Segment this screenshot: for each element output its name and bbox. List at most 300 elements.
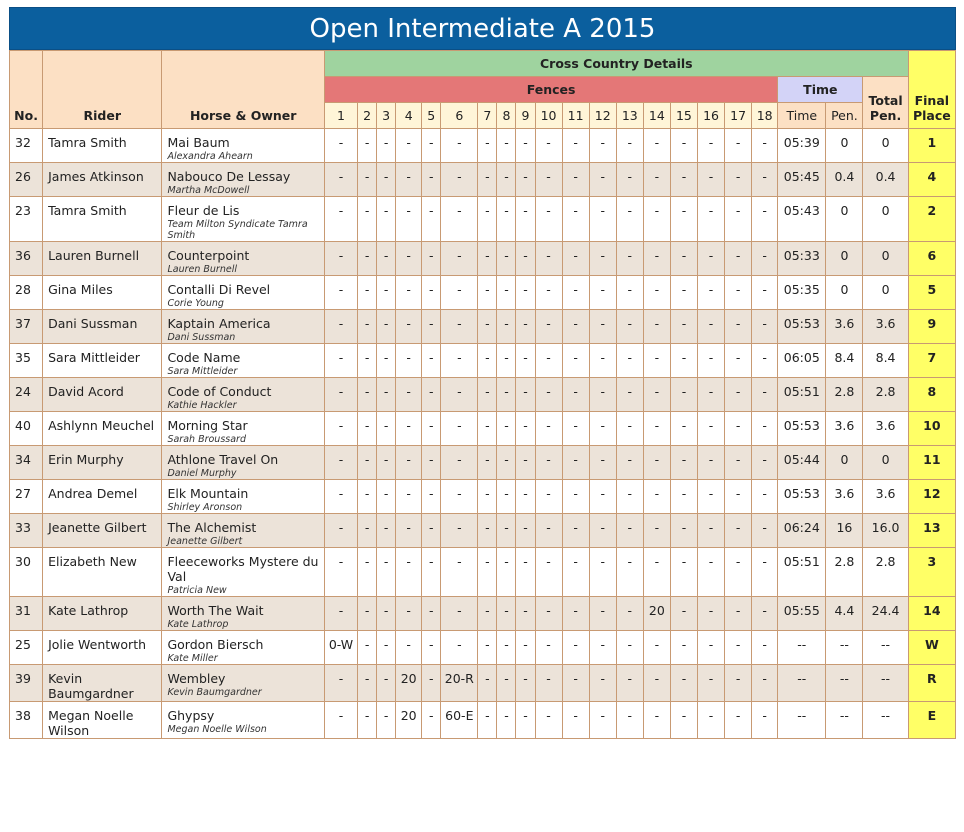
- cell-fence-16: -: [697, 344, 724, 378]
- cell-fence-2: -: [358, 514, 377, 548]
- cell-fence-15: -: [670, 129, 697, 163]
- cell-fence-13: -: [616, 480, 643, 514]
- cell-fence-8: -: [497, 446, 516, 480]
- cell-fence-7: -: [478, 310, 497, 344]
- cell-fence-2: -: [358, 163, 377, 197]
- cell-fence-8: -: [497, 702, 516, 739]
- cell-fence-12: -: [589, 344, 616, 378]
- cell-fence-5: -: [422, 665, 441, 702]
- cell-fence-12: -: [589, 446, 616, 480]
- col-header-final-place: Final Place: [908, 51, 955, 129]
- owner-name: Sara Mittleider: [167, 366, 238, 377]
- cell-fence-8: -: [497, 514, 516, 548]
- cell-fence-3: -: [377, 129, 396, 163]
- cell-fence-12: -: [589, 197, 616, 242]
- cell-fence-11: -: [562, 597, 589, 631]
- cell-time: --: [778, 702, 826, 739]
- cell-pen: 0: [826, 242, 863, 276]
- cell-fence-10: -: [535, 548, 562, 597]
- cell-fence-17: -: [725, 310, 752, 344]
- results-table: [9, 50, 956, 739]
- cell-rider: Elizabeth New: [43, 548, 162, 597]
- cell-fence-12: -: [589, 631, 616, 665]
- cell-no: 37: [10, 310, 43, 344]
- cell-fence-4: -: [396, 242, 422, 276]
- cell-fence-14: -: [643, 412, 670, 446]
- cell-fence-18: -: [752, 446, 778, 480]
- cell-fence-3: -: [377, 631, 396, 665]
- owner-name: Daniel Murphy: [167, 468, 237, 479]
- cell-fence-5: -: [422, 276, 441, 310]
- cell-horse-owner: [162, 197, 325, 242]
- cell-rider: Dani Sussman: [43, 310, 162, 344]
- cell-rider: Jeanette Gilbert: [43, 514, 162, 548]
- cell-final-place: 14: [908, 597, 955, 631]
- cell-fence-1: -: [324, 446, 357, 480]
- cell-fence-3: -: [377, 702, 396, 739]
- owner-name: Shirley Aronson: [167, 502, 243, 513]
- cell-no: 31: [10, 597, 43, 631]
- cell-fence-18: -: [752, 631, 778, 665]
- cell-horse-owner: [162, 276, 325, 310]
- cell-fence-16: -: [697, 514, 724, 548]
- cell-final-place: 13: [908, 514, 955, 548]
- owner-name: Team Milton Syndicate Tamra Smith: [167, 219, 308, 241]
- cell-total-pen: 0: [863, 197, 908, 242]
- cell-fence-2: -: [358, 480, 377, 514]
- cell-fence-12: -: [589, 665, 616, 702]
- horse-name: Nabouco De Lessay: [167, 169, 291, 184]
- owner-name: Kate Lathrop: [167, 619, 229, 630]
- cell-total-pen: 8.4: [863, 344, 908, 378]
- cell-fence-9: -: [516, 412, 535, 446]
- cell-fence-3: -: [377, 344, 396, 378]
- cell-fence-2: -: [358, 631, 377, 665]
- cell-fence-18: -: [752, 702, 778, 739]
- cell-fence-5: -: [422, 129, 441, 163]
- cell-fence-16: -: [697, 129, 724, 163]
- cell-fence-15: -: [670, 702, 697, 739]
- cell-fence-6: -: [441, 446, 478, 480]
- cell-final-place: 10: [908, 412, 955, 446]
- cell-fence-7: -: [478, 276, 497, 310]
- cell-fence-5: -: [422, 310, 441, 344]
- cell-fence-17: -: [725, 514, 752, 548]
- cell-fence-1: -: [324, 310, 357, 344]
- cell-fence-9: -: [516, 665, 535, 702]
- cell-fence-6: -: [441, 514, 478, 548]
- cell-fence-12: -: [589, 480, 616, 514]
- cell-pen: 8.4: [826, 344, 863, 378]
- cell-pen: 0: [826, 446, 863, 480]
- cell-fence-5: -: [422, 163, 441, 197]
- cell-fence-8: -: [497, 163, 516, 197]
- cell-horse-owner: [162, 514, 325, 548]
- table-row: [10, 310, 956, 344]
- cell-horse-owner: [162, 310, 325, 344]
- cell-horse-owner: [162, 344, 325, 378]
- cell-fence-3: -: [377, 378, 396, 412]
- cell-fence-7: -: [478, 597, 497, 631]
- cell-fence-5: -: [422, 446, 441, 480]
- cell-rider: Ashlynn Meuchel: [43, 412, 162, 446]
- cell-fence-3: -: [377, 310, 396, 344]
- cell-fence-6: -: [441, 378, 478, 412]
- horse-name: Code of Conduct: [167, 384, 272, 399]
- cell-final-place: 12: [908, 480, 955, 514]
- col-header-fence-14: 14: [643, 103, 670, 129]
- cell-fence-3: -: [377, 514, 396, 548]
- cell-fence-16: -: [697, 310, 724, 344]
- cell-fence-2: -: [358, 548, 377, 597]
- cell-no: 34: [10, 446, 43, 480]
- cell-fence-1: -: [324, 665, 357, 702]
- horse-name: Counterpoint: [167, 248, 250, 263]
- cell-fence-11: -: [562, 197, 589, 242]
- cell-fence-13: -: [616, 310, 643, 344]
- col-header-fence-7: 7: [478, 103, 497, 129]
- cell-fence-9: -: [516, 702, 535, 739]
- cell-final-place: R: [908, 665, 955, 702]
- cell-rider: Sara Mittleider: [43, 344, 162, 378]
- cell-fence-14: -: [643, 514, 670, 548]
- cell-fence-8: -: [497, 344, 516, 378]
- cell-fence-5: -: [422, 197, 441, 242]
- cell-fence-4: -: [396, 197, 422, 242]
- cell-fence-7: -: [478, 129, 497, 163]
- cell-final-place: 4: [908, 163, 955, 197]
- cell-fence-14: -: [643, 378, 670, 412]
- cell-fence-14: -: [643, 310, 670, 344]
- cell-fence-16: -: [697, 412, 724, 446]
- cell-rider: Gina Miles: [43, 276, 162, 310]
- cell-time: 05:51: [778, 548, 826, 597]
- col-header-time: Time: [778, 103, 826, 129]
- cross-country-header: Cross Country Details: [324, 51, 908, 77]
- cell-fence-9: -: [516, 446, 535, 480]
- cell-fence-12: -: [589, 242, 616, 276]
- cell-fence-15: -: [670, 197, 697, 242]
- cell-fence-16: -: [697, 242, 724, 276]
- cell-pen: 3.6: [826, 310, 863, 344]
- col-header-fence-8: 8: [497, 103, 516, 129]
- cell-fence-5: -: [422, 344, 441, 378]
- cell-fence-8: -: [497, 276, 516, 310]
- cell-fence-17: -: [725, 344, 752, 378]
- cell-fence-16: -: [697, 665, 724, 702]
- table-row: [10, 344, 956, 378]
- col-header-no: No.: [10, 51, 43, 129]
- cell-fence-14: -: [643, 163, 670, 197]
- cell-fence-6: -: [441, 344, 478, 378]
- cell-fence-3: -: [377, 163, 396, 197]
- cell-fence-14: -: [643, 242, 670, 276]
- cell-total-pen: 16.0: [863, 514, 908, 548]
- cell-fence-13: -: [616, 631, 643, 665]
- horse-name: Worth The Wait: [167, 603, 264, 618]
- cell-rider: Kate Lathrop: [43, 597, 162, 631]
- cell-fence-1: 0-W: [324, 631, 357, 665]
- table-row: [10, 163, 956, 197]
- page-title: Open Intermediate A 2015: [9, 7, 956, 50]
- cell-fence-13: -: [616, 702, 643, 739]
- cell-fence-9: -: [516, 242, 535, 276]
- cell-fence-9: -: [516, 631, 535, 665]
- cell-total-pen: --: [863, 631, 908, 665]
- cell-fence-1: -: [324, 548, 357, 597]
- col-header-fence-12: 12: [589, 103, 616, 129]
- cell-fence-17: -: [725, 631, 752, 665]
- horse-name: Gordon Biersch: [167, 637, 264, 652]
- col-header-rider: Rider: [43, 51, 162, 129]
- cell-fence-13: -: [616, 514, 643, 548]
- cell-fence-8: -: [497, 412, 516, 446]
- col-header-fence-17: 17: [725, 103, 752, 129]
- cell-fence-14: 20: [643, 597, 670, 631]
- cell-no: 23: [10, 197, 43, 242]
- cell-fence-3: -: [377, 446, 396, 480]
- cell-fence-2: -: [358, 597, 377, 631]
- col-header-fence-16: 16: [697, 103, 724, 129]
- cell-fence-11: -: [562, 631, 589, 665]
- cell-fence-16: -: [697, 631, 724, 665]
- cell-time: 05:51: [778, 378, 826, 412]
- cell-fence-17: -: [725, 378, 752, 412]
- cell-no: 32: [10, 129, 43, 163]
- cell-fence-6: -: [441, 163, 478, 197]
- cell-fence-6: -: [441, 197, 478, 242]
- cell-fence-17: -: [725, 446, 752, 480]
- cell-no: 35: [10, 344, 43, 378]
- table-row: [10, 412, 956, 446]
- cell-final-place: E: [908, 702, 955, 739]
- cell-fence-18: -: [752, 129, 778, 163]
- cell-fence-7: -: [478, 378, 497, 412]
- cell-pen: 0: [826, 197, 863, 242]
- cell-fence-6: -: [441, 480, 478, 514]
- cell-no: 40: [10, 412, 43, 446]
- cell-fence-3: -: [377, 597, 396, 631]
- cell-no: 33: [10, 514, 43, 548]
- cell-fence-13: -: [616, 665, 643, 702]
- cell-fence-3: -: [377, 242, 396, 276]
- cell-fence-18: -: [752, 548, 778, 597]
- cell-fence-15: -: [670, 242, 697, 276]
- cell-fence-10: -: [535, 480, 562, 514]
- cell-fence-5: -: [422, 548, 441, 597]
- cell-no: 24: [10, 378, 43, 412]
- cell-fence-18: -: [752, 276, 778, 310]
- cell-time: --: [778, 631, 826, 665]
- owner-name: Kevin Baumgardner: [167, 687, 262, 698]
- horse-name: Fleur de Lis: [167, 203, 240, 218]
- cell-fence-1: -: [324, 702, 357, 739]
- cell-fence-11: -: [562, 665, 589, 702]
- cell-fence-5: -: [422, 480, 441, 514]
- cell-fence-4: -: [396, 631, 422, 665]
- cell-fence-2: -: [358, 665, 377, 702]
- cell-fence-9: -: [516, 548, 535, 597]
- cell-fence-13: -: [616, 129, 643, 163]
- cell-total-pen: 0: [863, 446, 908, 480]
- col-header-fence-2: 2: [358, 103, 377, 129]
- cell-fence-18: -: [752, 344, 778, 378]
- cell-fence-10: -: [535, 310, 562, 344]
- table-row: [10, 446, 956, 480]
- cell-pen: 0: [826, 276, 863, 310]
- cell-final-place: 2: [908, 197, 955, 242]
- cell-fence-9: -: [516, 344, 535, 378]
- owner-name: Lauren Burnell: [167, 264, 237, 275]
- cell-fence-16: -: [697, 378, 724, 412]
- cell-horse-owner: [162, 480, 325, 514]
- cell-fence-13: -: [616, 548, 643, 597]
- cell-fence-4: -: [396, 446, 422, 480]
- cell-horse-owner: [162, 163, 325, 197]
- cell-fence-18: -: [752, 242, 778, 276]
- cell-fence-10: -: [535, 702, 562, 739]
- cell-fence-10: -: [535, 597, 562, 631]
- cell-rider: Tamra Smith: [43, 197, 162, 242]
- cell-fence-15: -: [670, 631, 697, 665]
- cell-fence-8: -: [497, 665, 516, 702]
- cell-fence-9: -: [516, 310, 535, 344]
- cell-fence-1: -: [324, 129, 357, 163]
- cell-fence-1: -: [324, 344, 357, 378]
- cell-final-place: 6: [908, 242, 955, 276]
- cell-fence-7: -: [478, 631, 497, 665]
- cell-fence-9: -: [516, 129, 535, 163]
- cell-fence-9: -: [516, 597, 535, 631]
- cell-fence-9: -: [516, 197, 535, 242]
- cell-fence-13: -: [616, 197, 643, 242]
- cell-fence-8: -: [497, 597, 516, 631]
- cell-pen: 0: [826, 129, 863, 163]
- cell-fence-7: -: [478, 344, 497, 378]
- cell-fence-18: -: [752, 665, 778, 702]
- cell-fence-17: -: [725, 412, 752, 446]
- col-header-fence-4: 4: [396, 103, 422, 129]
- cell-fence-1: -: [324, 514, 357, 548]
- table-row: [10, 514, 956, 548]
- cell-fence-14: -: [643, 344, 670, 378]
- cell-time: 05:35: [778, 276, 826, 310]
- cell-fence-5: -: [422, 412, 441, 446]
- cell-fence-4: -: [396, 480, 422, 514]
- cell-fence-10: -: [535, 514, 562, 548]
- cell-final-place: 7: [908, 344, 955, 378]
- cell-pen: --: [826, 665, 863, 702]
- cell-rider: David Acord: [43, 378, 162, 412]
- cell-fence-4: -: [396, 163, 422, 197]
- cell-fence-14: -: [643, 276, 670, 310]
- cell-rider: Kevin Baumgardner: [43, 665, 162, 702]
- cell-fence-16: -: [697, 197, 724, 242]
- cell-fence-13: -: [616, 412, 643, 446]
- cell-fence-1: -: [324, 480, 357, 514]
- cell-fence-5: -: [422, 514, 441, 548]
- cell-fence-13: -: [616, 597, 643, 631]
- cell-fence-11: -: [562, 163, 589, 197]
- cell-rider: Tamra Smith: [43, 129, 162, 163]
- cell-fence-4: -: [396, 514, 422, 548]
- owner-name: Dani Sussman: [167, 332, 236, 343]
- cell-total-pen: 0: [863, 242, 908, 276]
- cell-fence-2: -: [358, 310, 377, 344]
- cell-fence-5: -: [422, 631, 441, 665]
- cell-fence-17: -: [725, 665, 752, 702]
- cell-fence-2: -: [358, 242, 377, 276]
- cell-fence-9: -: [516, 163, 535, 197]
- cell-final-place: 3: [908, 548, 955, 597]
- cell-fence-6: -: [441, 276, 478, 310]
- cell-total-pen: 2.8: [863, 378, 908, 412]
- cell-fence-16: -: [697, 702, 724, 739]
- cell-fence-8: -: [497, 242, 516, 276]
- owner-name: Patricia New: [167, 585, 227, 596]
- owner-name: Sarah Broussard: [167, 434, 246, 445]
- cell-fence-13: -: [616, 276, 643, 310]
- cell-fence-10: -: [535, 276, 562, 310]
- cell-fence-16: -: [697, 597, 724, 631]
- cell-no: 39: [10, 665, 43, 702]
- cell-pen: 16: [826, 514, 863, 548]
- cell-rider: James Atkinson: [43, 163, 162, 197]
- cell-horse-owner: [162, 129, 325, 163]
- col-header-fence-18: 18: [752, 103, 778, 129]
- cell-fence-11: -: [562, 702, 589, 739]
- cell-fence-11: -: [562, 276, 589, 310]
- owner-name: Kathie Hackler: [167, 400, 237, 411]
- cell-fence-17: -: [725, 702, 752, 739]
- cell-horse-owner: [162, 665, 325, 702]
- cell-total-pen: 0: [863, 276, 908, 310]
- cell-time: 06:24: [778, 514, 826, 548]
- cell-horse-owner: [162, 548, 325, 597]
- cell-fence-5: -: [422, 597, 441, 631]
- cell-no: 30: [10, 548, 43, 597]
- cell-fence-4: -: [396, 310, 422, 344]
- cell-pen: --: [826, 631, 863, 665]
- cell-fence-4: -: [396, 548, 422, 597]
- cell-fence-7: -: [478, 197, 497, 242]
- col-header-horse-owner: Horse & Owner: [162, 51, 325, 129]
- cell-fence-4: -: [396, 129, 422, 163]
- col-header-pen: Pen.: [826, 103, 863, 129]
- cell-fence-6: 20-R: [441, 665, 478, 702]
- cell-fence-4: -: [396, 378, 422, 412]
- time-group-header: Time: [778, 77, 863, 103]
- cell-pen: 4.4: [826, 597, 863, 631]
- cell-fence-5: -: [422, 702, 441, 739]
- cell-fence-15: -: [670, 665, 697, 702]
- cell-fence-12: -: [589, 276, 616, 310]
- horse-name: Fleeceworks Mystere du Val: [167, 554, 319, 584]
- cell-fence-4: 20: [396, 702, 422, 739]
- cell-fence-8: -: [497, 548, 516, 597]
- owner-name: Martha McDowell: [167, 185, 250, 196]
- cell-fence-15: -: [670, 378, 697, 412]
- cell-horse-owner: [162, 412, 325, 446]
- cell-fence-15: -: [670, 446, 697, 480]
- cell-fence-9: -: [516, 378, 535, 412]
- cell-fence-14: -: [643, 129, 670, 163]
- cell-fence-16: -: [697, 276, 724, 310]
- cell-fence-14: -: [643, 665, 670, 702]
- cell-fence-14: -: [643, 446, 670, 480]
- cell-fence-7: -: [478, 242, 497, 276]
- cell-no: 27: [10, 480, 43, 514]
